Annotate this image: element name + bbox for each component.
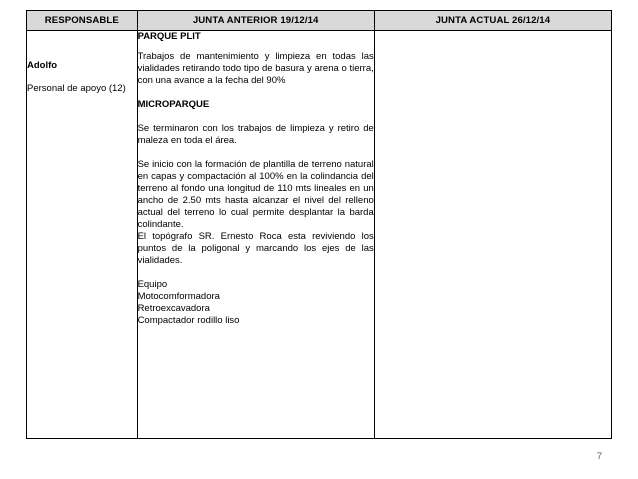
list-item: Motocomformadora [137, 291, 220, 302]
junta-actual-cell [374, 31, 611, 439]
junta-anterior-cell [137, 31, 374, 439]
section-title-parque-plit: PARQUE PLIT [137, 31, 201, 42]
responsable-role: Personal de apoyo (12) [27, 83, 126, 94]
section-title-microparque: MICROPARQUE [137, 99, 210, 110]
microparque-text: Se terminaron con los trabajos de limpieza y retiro de maleza en toda el área. [137, 123, 374, 146]
table-row [27, 31, 612, 439]
equipment-title: Equipo [137, 279, 168, 290]
responsable-cell [27, 31, 138, 439]
plantilla-text: Se inicio con la formación de plantilla de terreno natural en capas y compactación al 100% en la colindancia del terreno al fondo una longitud de 110 mts lineales en un ancho de 2.50 mts hasta alcanzar el nivel del relleno actual del terreno lo cual permite desplantar la barda colindante. [137, 159, 374, 230]
topografo-text: El topógrafo SR. Ernesto Roca esta reviviendo los puntos de la poligonal y marcando los ejes de las vialidades. [137, 231, 374, 266]
parque-plit-text: Trabajos de mantenimiento y limpieza en todas las vialidades retirando todo tipo de basura y arena o tierra, con una avance a la fecha del 90% [137, 51, 374, 86]
responsable-name: Adolfo [27, 60, 58, 71]
header-junta-anterior: JUNTA ANTERIOR 19/12/14 [137, 11, 374, 31]
header-junta-actual: JUNTA ACTUAL 26/12/14 [374, 11, 611, 31]
list-item: Retroexcavadora [137, 303, 210, 314]
list-item: Compactador rodillo liso [137, 315, 240, 326]
table-header-row [27, 11, 612, 31]
header-responsable: RESPONSABLE [27, 11, 138, 31]
page-number: 7 [596, 451, 602, 462]
minutes-table [26, 10, 612, 439]
